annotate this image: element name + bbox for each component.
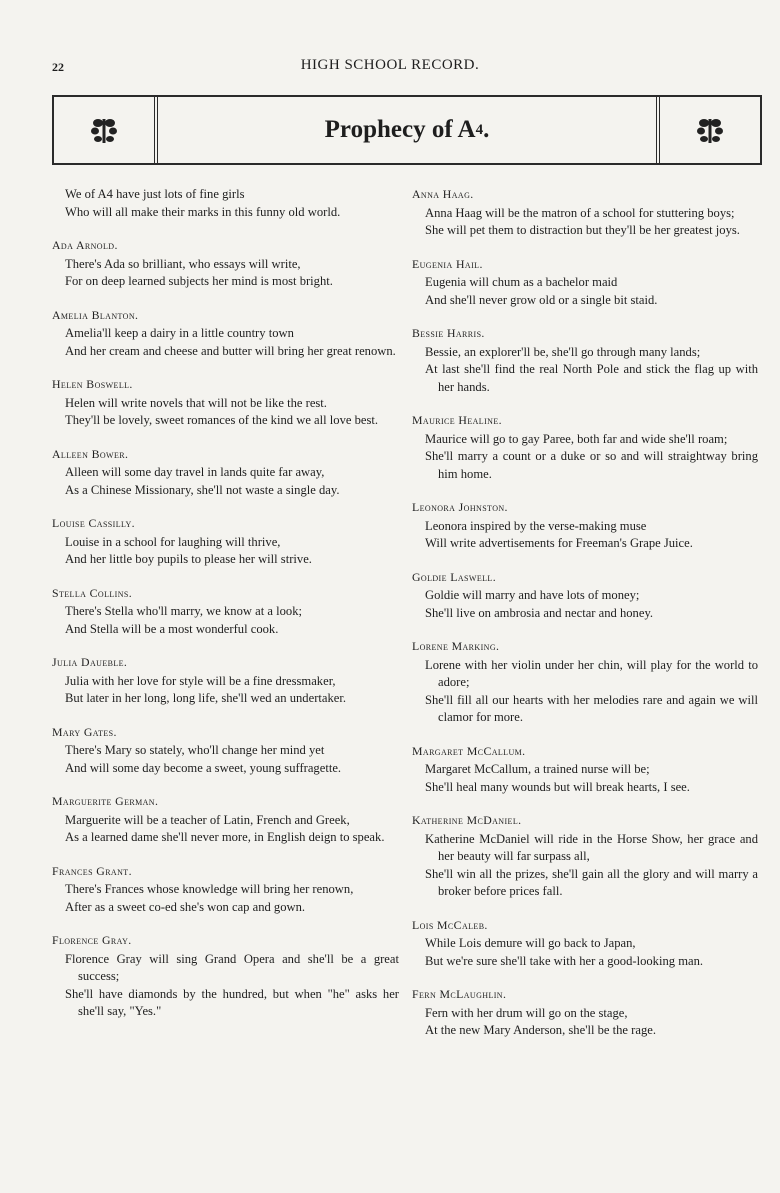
student-name: Fern McLaughlin.: [412, 987, 507, 1001]
page-number: 22: [52, 60, 64, 74]
student-name: Margaret McCallum.: [412, 743, 526, 758]
student-name: Frances Grant.: [52, 863, 132, 878]
prophecy-entry: [412, 812, 758, 901]
student-name: Mary Gates.: [52, 724, 117, 739]
title-ornament-panel-left: [54, 97, 158, 163]
prophecy-entry: [52, 585, 399, 639]
student-name: Amelia Blanton.: [52, 307, 139, 322]
prophecy-entry: [412, 569, 758, 623]
verse-line: And Stella will be a most wonderful cook.: [65, 621, 279, 636]
verse-line: And will some day become a sweet, young suffragette.: [65, 760, 342, 775]
verse-line: Eugenia will chum as a bachelor maid: [425, 275, 618, 289]
prophecy-entry: [412, 186, 758, 240]
verse-line: There's Frances whose knowledge will bring her renown,: [65, 882, 354, 896]
prophecy-entry: [52, 237, 399, 291]
intro-line: We of A4 have just lots of fine girls: [65, 187, 245, 201]
prophecy-entry: [412, 986, 758, 1040]
verse-line: There's Stella who'll marry, we know at a look;: [65, 604, 302, 618]
student-name: Eugenia Hail.: [412, 256, 483, 271]
title-box: [52, 95, 762, 165]
student-name: Maurice Healine.: [412, 413, 502, 427]
page-title: Prophecy of A 4 .: [324, 116, 490, 143]
verse-line: Louise in a school for laughing will thrive,: [65, 534, 281, 549]
prophecy-entry: [412, 256, 758, 310]
prophecy-entry: [52, 307, 399, 361]
verse-line: They'll be lovely, sweet romances of the kind we all love best.: [65, 413, 379, 427]
running-head: HIGH SCHOOL RECORD.: [300, 57, 480, 73]
floral-ornament-icon: [693, 115, 727, 145]
verse-line: And she'll never grow old or a single bit staid.: [425, 292, 658, 307]
student-name: Julia Daueble.: [52, 655, 128, 669]
verse-line: Goldie will marry and have lots of money;: [425, 588, 640, 602]
right-column: [412, 186, 758, 1056]
student-name: Lorene Marking.: [412, 639, 500, 653]
verse-line: She'll marry a count or a duke or so and will straightway bring him home.: [425, 449, 758, 481]
verse-line: There's Ada so brilliant, who essays will write,: [65, 256, 301, 271]
verse-line: As a learned dame she'll never more, in English deign to speak.: [65, 830, 385, 844]
verse-line: She'll win all the prizes, she'll gain all the glory and will marry a broker before prices fall.: [425, 866, 758, 898]
verse-line: Bessie, an explorer'll be, she'll go through many lands;: [425, 344, 701, 359]
student-name: Stella Collins.: [52, 585, 133, 600]
verse-line: Anna Haag will be the matron of a school for stuttering boys;: [425, 205, 735, 220]
verse-line: Katherine McDaniel will ride in the Horse Show, her grace and her beauty will far surpass all,: [425, 831, 758, 863]
verse-line: She will pet them to distraction but they'll be her greatest joys.: [425, 223, 740, 237]
verse-line: At the new Mary Anderson, she'll be the rage.: [425, 1023, 656, 1037]
prophecy-entry: [412, 743, 758, 797]
verse-line: Amelia'll keep a dairy in a little country town: [65, 326, 294, 340]
student-name: Katherine McDaniel.: [412, 813, 522, 827]
left-column: [52, 186, 399, 1037]
verse-line: While Lois demure will go back to Japan,: [425, 936, 636, 950]
student-name: Marguerite German.: [52, 794, 159, 808]
student-name: Bessie Harris.: [412, 326, 485, 340]
verse-line: She'll fill all our hearts with her melodies rare and again we will clamor for more.: [425, 692, 758, 724]
student-name: Louise Cassilly.: [52, 516, 136, 530]
verse-line: Fern with her drum will go on the stage,: [425, 1005, 628, 1020]
verse-line: She'll have diamonds by the hundred, but when "he" asks her she'll say, "Yes.": [65, 986, 399, 1018]
student-name: Helen Boswell.: [52, 377, 133, 391]
verse-line: Will write advertisements for Freeman's Grape Juice.: [425, 536, 693, 550]
verse-line: She'll heal many wounds but will break hearts, I see.: [425, 779, 690, 794]
verse-line: She'll live on ambrosia and nectar and honey.: [425, 605, 654, 620]
verse-line: Helen will write novels that will not be like the rest.: [65, 395, 327, 410]
verse-line: Lorene with her violin under her chin, will play for the world to adore;: [425, 657, 758, 689]
prophecy-entry: [412, 917, 758, 971]
verse-line: Julia with her love for style will be a fine dressmaker,: [65, 673, 336, 688]
prophecy-entry: [52, 654, 399, 708]
student-name: Leonora Johnston.: [412, 500, 508, 514]
verse-line: At last she'll find the real North Pole and stick the flag up with her hands.: [425, 362, 758, 394]
prophecy-entry: [412, 638, 758, 727]
verse-line: Florence Gray will sing Grand Opera and she'll be a great success;: [65, 951, 399, 983]
verse-line: Maurice will go to gay Paree, both far and wide she'll roam;: [425, 431, 728, 446]
prophecy-entry: [52, 793, 399, 847]
prophecy-entry: [52, 515, 399, 569]
prophecy-entry: [52, 724, 399, 778]
verse-line: Marguerite will be a teacher of Latin, French and Greek,: [65, 812, 350, 827]
student-name: Ada Arnold.: [52, 238, 118, 252]
student-name: Anna Haag.: [412, 187, 474, 201]
verse-line: Alleen will some day travel in lands quite far away,: [65, 465, 325, 479]
floral-ornament-icon: [87, 115, 121, 145]
prophecy-entry: [52, 932, 399, 1021]
prophecy-entry: [412, 499, 758, 553]
student-name: Lois McCaleb.: [412, 917, 488, 932]
verse-line: Margaret McCallum, a trained nurse will be;: [425, 762, 650, 776]
prophecy-entry: [412, 325, 758, 396]
verse-line: But later in her long, long life, she'll wed an undertaker.: [65, 691, 347, 705]
verse-line: And her cream and cheese and butter will bring her great renown.: [65, 343, 396, 358]
verse-line: For on deep learned subjects her mind is most bright.: [65, 274, 333, 288]
prophecy-entry: [52, 863, 399, 917]
student-name: Goldie Laswell.: [412, 569, 497, 584]
verse-line: Leonora inspired by the verse-making muse: [425, 518, 647, 533]
verse-line: And her little boy pupils to please her will strive.: [65, 552, 312, 566]
title-ornament-panel-right: [656, 97, 760, 163]
verse-line: But we're sure she'll take with her a good-looking man.: [425, 953, 704, 968]
intro-verse: [52, 186, 399, 221]
student-name: Florence Gray.: [52, 933, 132, 947]
prophecy-entry: [52, 376, 399, 430]
verse-line: After as a sweet co-ed she's won cap and gown.: [65, 899, 306, 914]
intro-line: Who will all make their marks in this funny old world.: [65, 204, 341, 219]
student-name: Alleen Bower.: [52, 446, 129, 461]
prophecy-entry: [52, 446, 399, 500]
verse-line: As a Chinese Missionary, she'll not waste a single day.: [65, 482, 340, 497]
verse-line: There's Mary so stately, who'll change her mind yet: [65, 743, 325, 757]
prophecy-entry: [412, 412, 758, 483]
